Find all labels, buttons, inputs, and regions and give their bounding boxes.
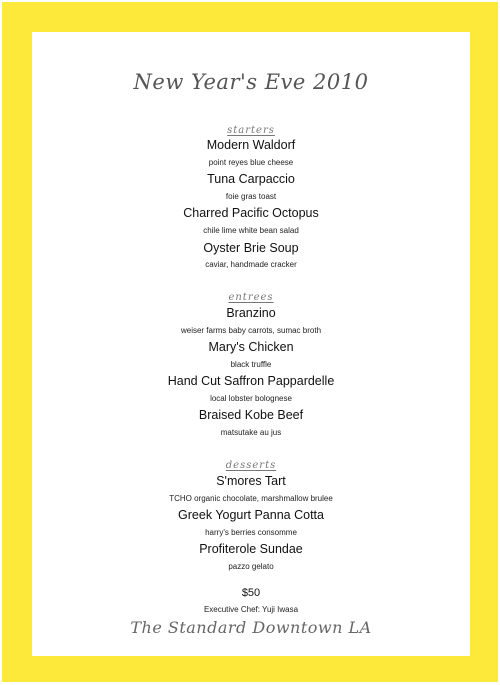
section-label-starters: starters [227, 125, 275, 136]
menu-item-description: pazzo gelato [228, 562, 274, 571]
menu-price: $50 [241, 587, 261, 599]
menu-item-name: Branzino [226, 306, 276, 320]
yellow-border-frame [2, 2, 498, 682]
menu-item-description: foie gras toast [225, 192, 277, 201]
menu-card [32, 32, 470, 656]
menu-item-description: weiser farms baby carrots, sumac broth [180, 326, 322, 335]
menu-item-description: caviar, handmade cracker [205, 260, 297, 269]
menu-item-description: local lobster bolognese [210, 394, 292, 403]
menu-item-description: black truffle [230, 360, 272, 369]
menu-item-description: chile lime white bean salad [203, 226, 299, 235]
menu-item-description: point reyes blue cheese [208, 158, 294, 167]
menu-item-name: Hand Cut Saffron Pappardelle [167, 374, 335, 388]
venue-name: The Standard Downtown LA [130, 618, 372, 637]
menu-item-name: Tuna Carpaccio [207, 172, 295, 186]
menu-item-name: Greek Yogurt Panna Cotta [178, 508, 324, 522]
menu-item-name: Profiterole Sundae [199, 542, 303, 556]
executive-chef: Executive Chef: Yuji Iwasa [203, 605, 299, 614]
menu-item-description: harry's berries consomme [205, 528, 297, 537]
section-label-entrees: entrees [228, 292, 274, 303]
menu-item-name: Charred Pacific Octopus [183, 206, 319, 220]
menu-item-name: S'mores Tart [216, 474, 286, 488]
menu-item-description: matsutake au jus [220, 428, 282, 437]
menu-item-name: Modern Waldorf [206, 138, 296, 152]
section-label-desserts: desserts [225, 460, 277, 471]
menu-title: New Year's Eve 2010 [133, 70, 369, 94]
menu-item-description: TCHO organic chocolate, marshmallow brulee [169, 494, 333, 503]
menu-item-name: Oyster Brie Soup [203, 241, 299, 255]
menu-item-name: Mary's Chicken [208, 340, 294, 354]
menu-item-name: Braised Kobe Beef [198, 408, 304, 422]
